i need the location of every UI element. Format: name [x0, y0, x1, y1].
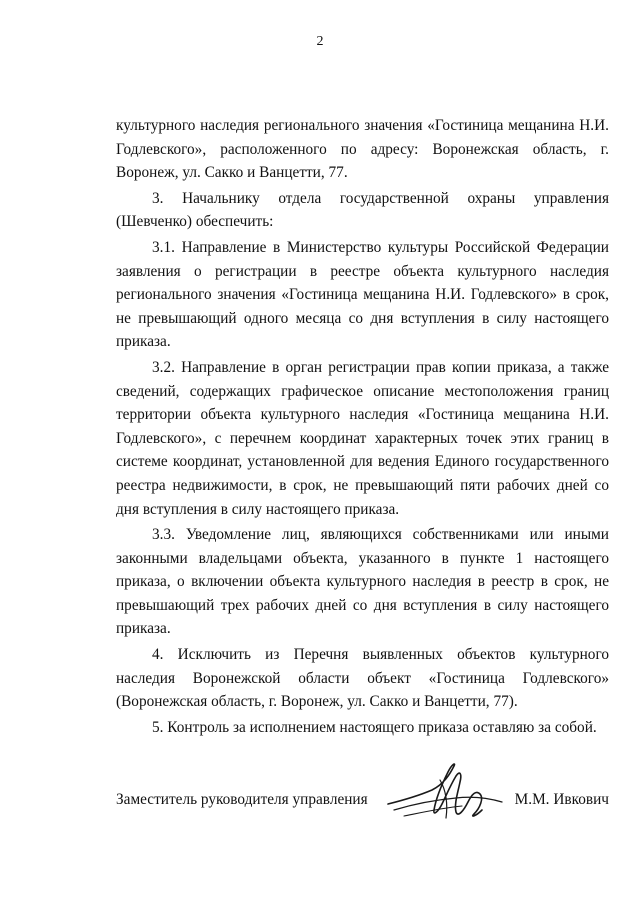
item-3-word: 3.	[152, 189, 164, 207]
signature-block	[116, 782, 609, 822]
item-3-word: отдела	[278, 189, 322, 207]
paragraph-item-4: 4. Исключить из Перечня выявленных объектов культурного наследия Воронежской области объект «Гостиница Годлевского» (Воронежская область, г. Воронеж, ул. Сакко и Ванцетти, 77).	[116, 646, 609, 711]
handwritten-signature-icon	[384, 760, 514, 826]
item-3-word: охраны	[467, 189, 516, 207]
paragraph-item-3-3: 3.3. Уведомление лиц, являющихся собственниками или иными законными владельцами объекта, указанного в пункте 1 настоящего приказа, о включении объекта культурного наследия в реестр в срок, не превышающий трех рабочих дней со дня вступления в силу настоящего приказа.	[116, 526, 609, 638]
signatory-title: Заместитель руководителя управления	[116, 791, 368, 808]
paragraph-item-3-rest: (Шевченко) обеспечить:	[116, 213, 274, 231]
paragraph-intro: культурного наследия регионального значения «Гостиница мещанина Н.И. Годлевского», расположенного по адресу: Воронежская область, г. Воронеж, ул. Сакко и Ванцетти, 77.	[116, 117, 609, 182]
paragraph-item-5: 5. Контроль за исполнением настоящего приказа оставляю за собой.	[152, 718, 597, 736]
signatory-name: М.М. Ивкович	[514, 791, 609, 808]
page-number: 2	[316, 34, 324, 49]
paragraph-item-3-1: 3.1. Направление в Министерство культуры Российской Федерации заявления о регистрации в реестре объекта культурного наследия регионального значения «Гостиница мещанина Н.И. Годлевского» в срок, не превышающий одного месяца со дня вступления в силу настоящего приказа.	[116, 238, 609, 351]
item-3-word: Начальнику	[182, 189, 260, 207]
paragraph-item-3-2: 3.2. Направление в орган регистрации прав копии приказа, а также сведений, содержащих графическое описание местоположения границ территории объекта культурного наследия «Гостиница мещанина Н.И. Годлевского», с перечнем координат характерных точек этих границ в системе координат, установленной для ведения Единого государственного реестра недвижимости, в срок, не превышающий пяти рабочих дней со дня вступления в силу настоящего приказа.	[116, 358, 609, 518]
document-body	[116, 114, 609, 741]
item-3-word: государственной	[339, 189, 449, 207]
paragraph-item-3-first-line	[116, 187, 609, 211]
item-3-word: управления	[533, 189, 609, 207]
